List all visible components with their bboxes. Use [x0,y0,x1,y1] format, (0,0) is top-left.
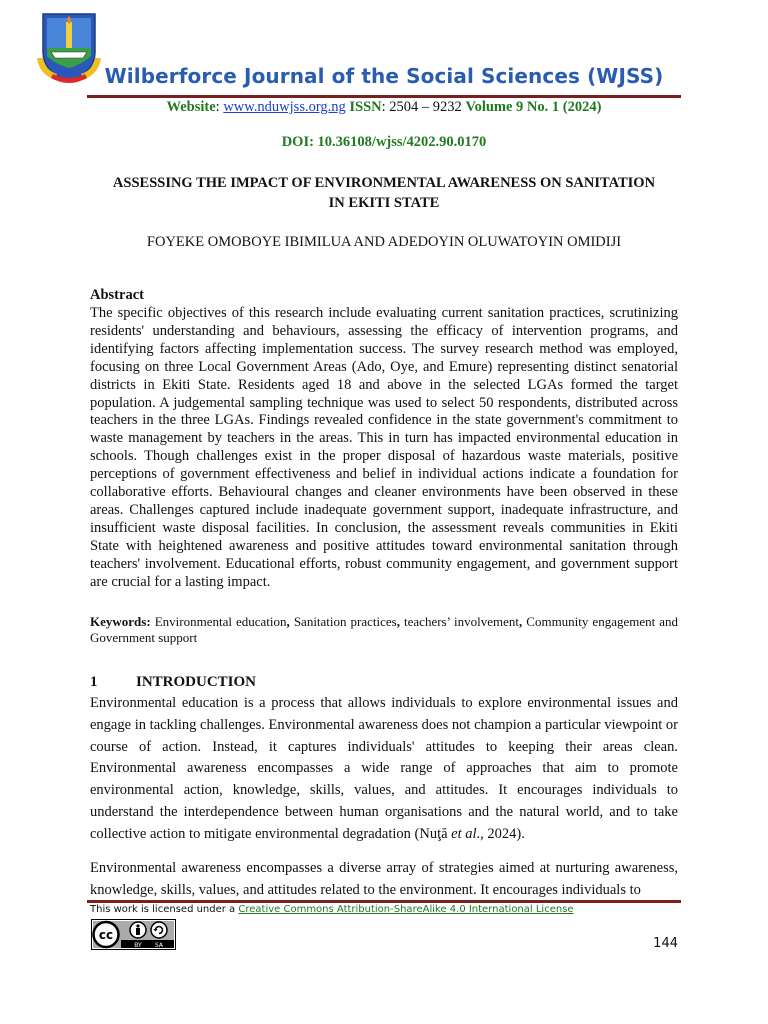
issn-label: ISSN [349,99,382,115]
cc-by-label: BY [134,942,142,949]
section-heading [90,674,256,691]
license-prefix: This work is licensed under a [90,904,239,915]
doi: DOI: 10.36108/wjss/4202.90.0170 [281,134,487,150]
cc-by-sa-icon[interactable] [91,919,176,950]
paper-title-line-1: ASSESSING THE IMPACT OF ENVIRONMENTAL AWARENESS ON SANITATION [112,175,656,191]
abstract-body: The specific objectives of this research include evaluating current sanitation practices, scrutinizing residents' understanding and behaviours, assessing the efficacy of intervention programs, and identifying factors affecting implementation success. The survey research method was employed, focusing on three Local Government Areas (Ado, Oye, and Emure) representing distinct senatorial districts in Ekiti State. Residents aged 18 and above in the selected LGAs formed the target population. A judgemental sampling technique was used to select 50 respondents, distributed across teachers in the three LGAs. Findings revealed confidence in the state government's commitment to waste management by teachers in the areas. This in turn has impacted environmental education in schools. Though challenges exist in the proper disposal of hazardous waste materials, positive perceptions of government effectiveness and belief in individual actions indicate a foundation for collaborative efforts. Behavioural changes and cleaner environments have been observed in these areas. Challenges captured include inadequate government support, inadequate infrastructure, and insufficient waste disposal facilities. In conclusion, the assessment reveals communities in Ekiti State with heightened awareness and positive attitudes toward environmental sanitation through teachers' involvement. Educational efforts, robust community engagement, and government support are crucial for a lasting impact. [90,305,678,590]
svg-text:cc: cc [98,928,114,942]
keyword: Sanitation practices [293,614,397,629]
license-link[interactable]: Creative Commons Attribution-ShareAlike 4.0 International License [238,904,574,915]
cc-sa-label: SA [154,942,164,949]
website-label: Website [166,99,216,115]
paper-title [90,173,678,213]
abstract-heading: Abstract [90,287,144,303]
section-number: 1 [90,674,98,690]
header-rule [87,95,681,98]
authors: FOYEKE OMOBOYE IBIMILUA AND ADEDOYIN OLUWATOYIN OMIDIJI [146,234,622,250]
keywords-label: Keywords: [90,614,151,629]
issn-value: : 2504 – 9232 [381,99,466,115]
page-number: 144 [653,936,678,951]
paper-title-line-2: IN EKITI STATE [328,195,440,211]
keyword: Community engagement and Government support [90,614,679,645]
website-link[interactable]: www.nduwjss.org.ng [223,99,346,115]
volume-info: Volume 9 No. 1 (2024) [465,99,602,115]
journal-title: Wilberforce Journal of the Social Sciences (WJSS) [104,64,664,88]
keyword: teachers’ involvement [404,614,519,629]
intro-paragraph-2: Environmental awareness encompasses a diverse array of strategies aimed at nurturing awareness, knowledge, skills, values, and attitudes related to the environment. It encourages individuals to [90,860,678,898]
intro-paragraph-1: Environmental education is a process that allows individuals to explore environmental issues and engage in tackling challenges. Environmental awareness does not champion a particular viewpoint or course of action. Instead, it captures individuals' attitudes to keeping their areas clean. Environmental awareness encompasses a wide range of approaches that aim to promote environmental action, knowledge, skills, values, and attitudes. It encourages individuals to understand the interdependence between human organisations and the natural world, and to take collective action to mitigate environmental degradation (Nuţă et al., 2024). [90,695,678,842]
license-notice [90,904,574,915]
keywords: Keywords: Environmental education, Sanitation practices, teachers’ involvement, Community engagement and Government support [90,614,679,645]
footer-rule [87,900,681,903]
section-title: INTRODUCTION [136,674,257,690]
website-separator: : [215,99,224,115]
keyword: Environmental education [154,614,287,629]
journal-info-line [0,99,768,116]
